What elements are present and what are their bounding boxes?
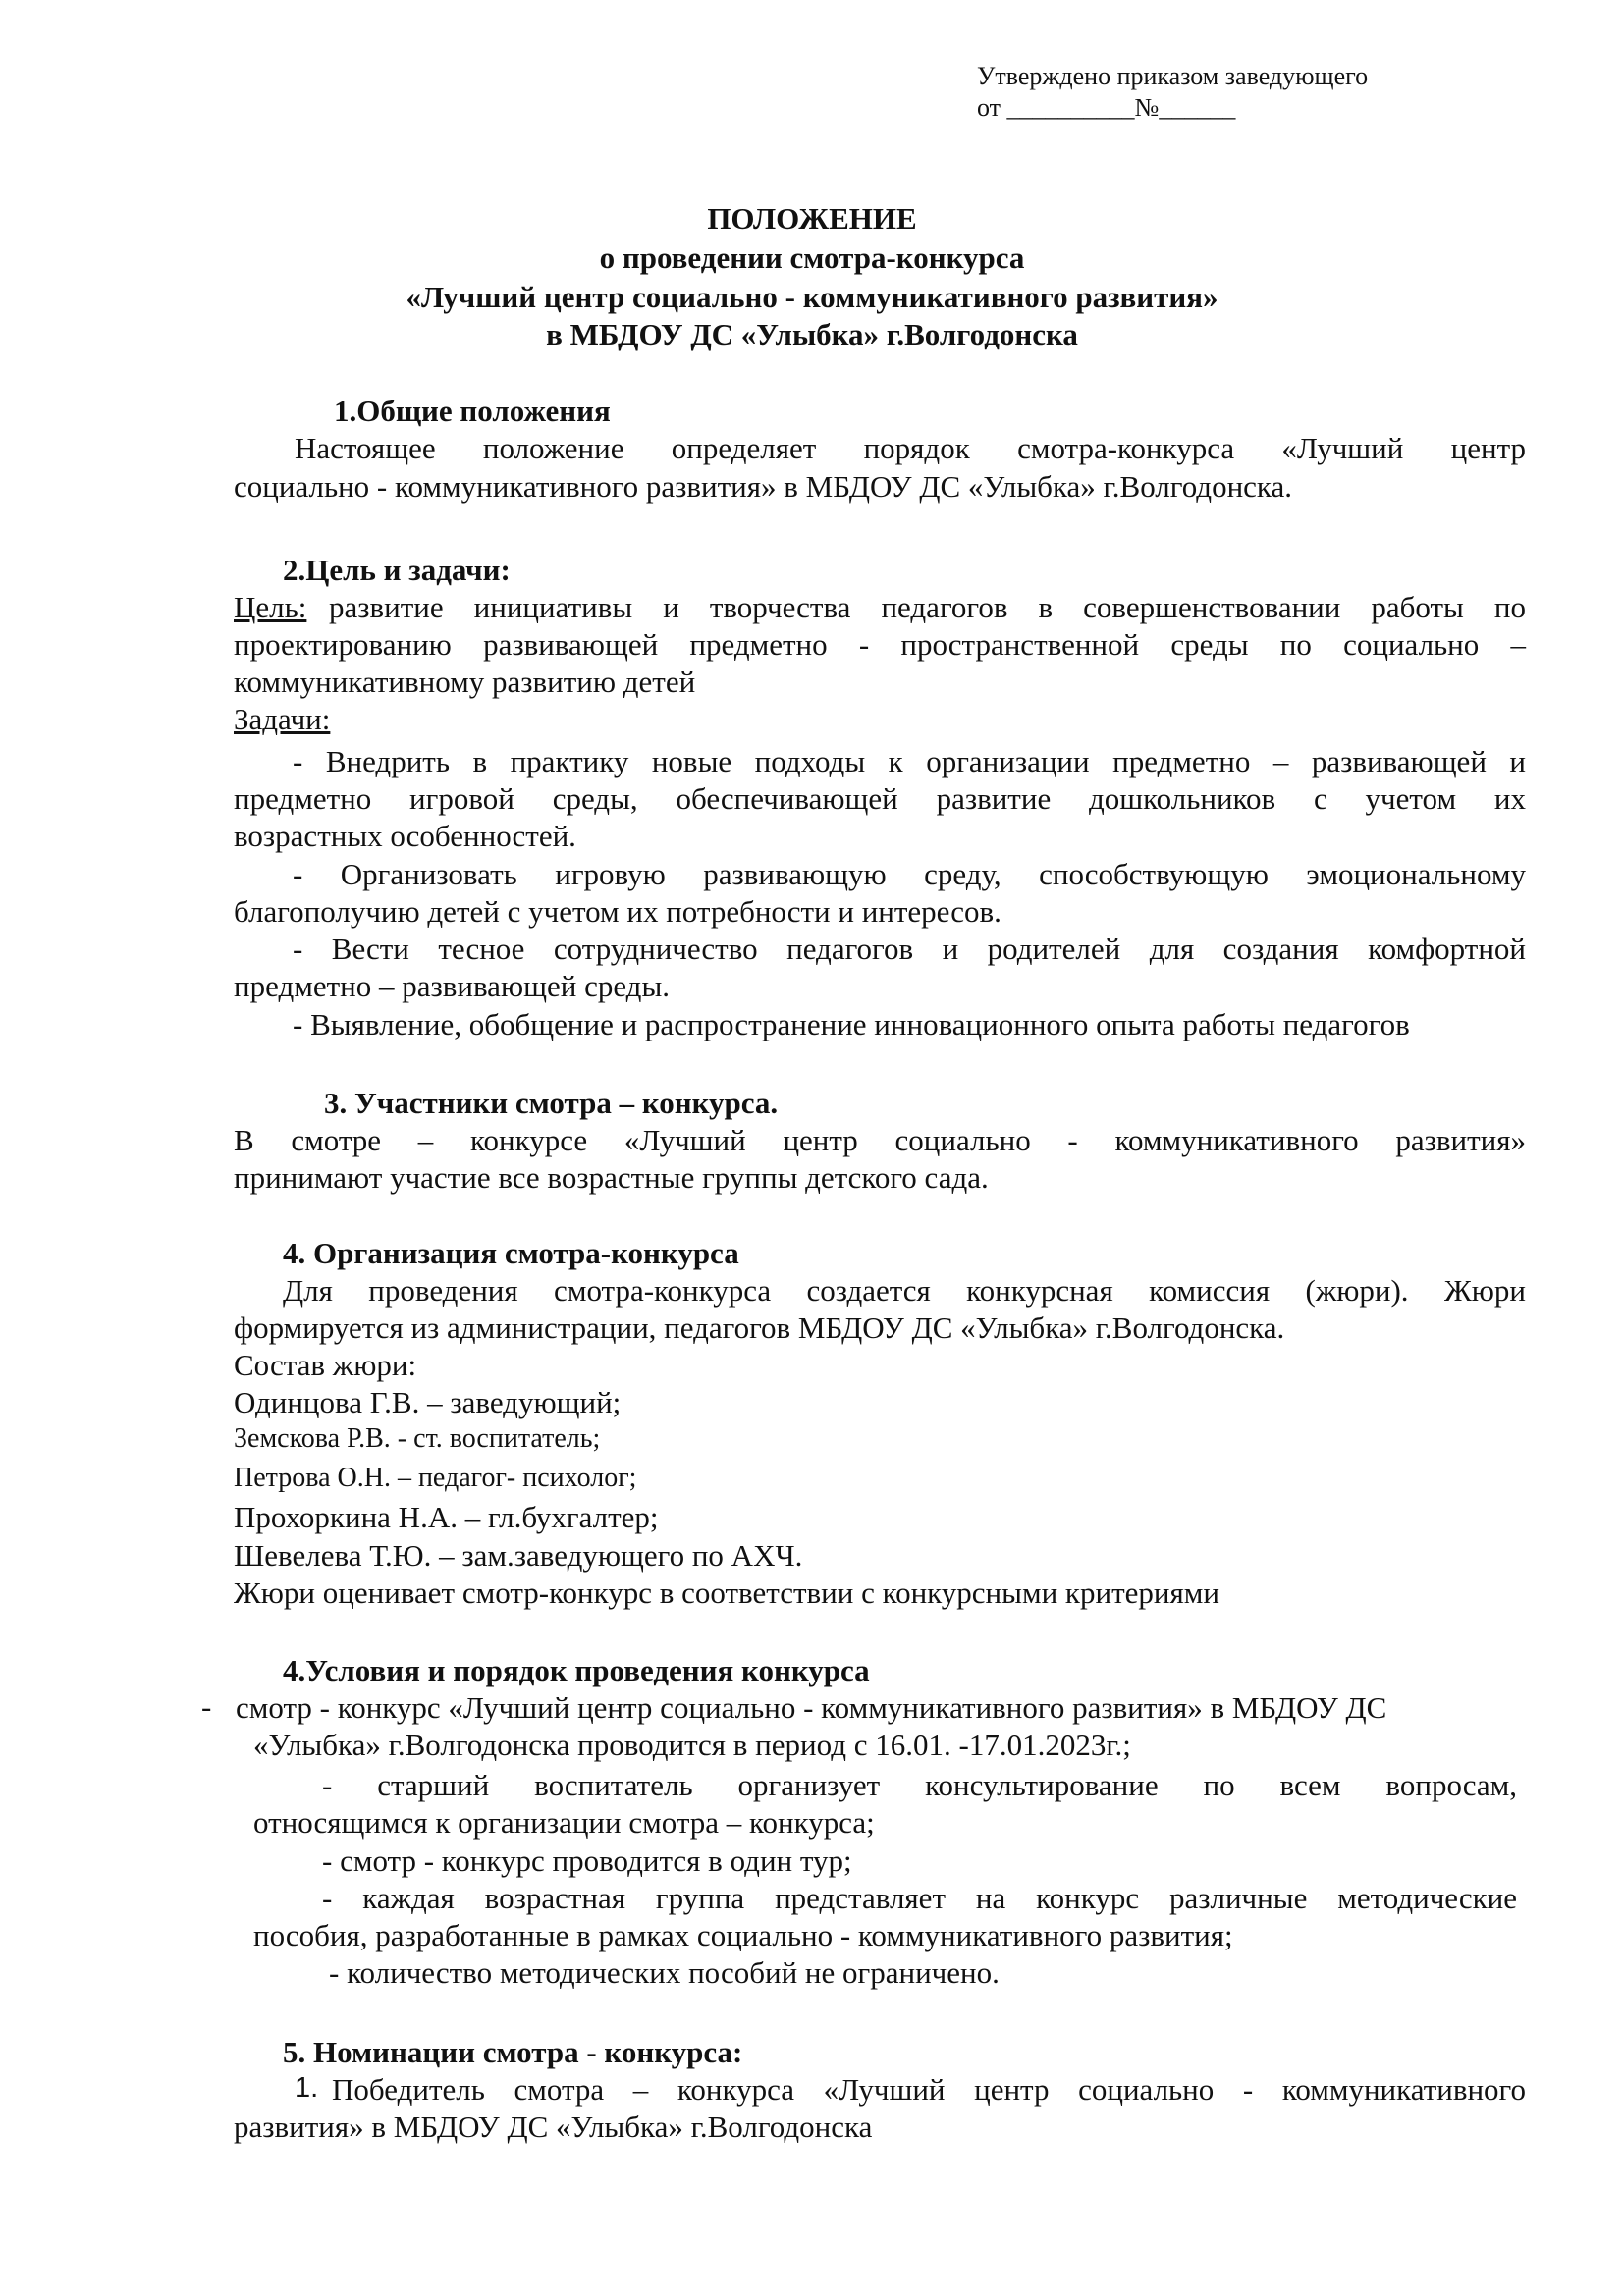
task-1-line-1: - Внедрить в практику новые подходы к организации предметно – развивающей и (293, 744, 1526, 778)
conditions-line-3: - старший воспитатель организует консультирование по всем вопросам, (322, 1768, 1517, 1802)
jury-member: Прохоркина Н.А. – гл.бухгалтер; (234, 1500, 659, 1534)
jury-member: Петрова О.Н. – педагог- психолог; (234, 1463, 637, 1493)
nomination-1-line-1: Победитель смотра – конкурса «Лучший центр социально - коммуникативного (332, 2072, 1526, 2107)
conditions-line-4: относящимся к организации смотра – конкурса; (253, 1805, 875, 1840)
section-3-heading: 3. Участники смотра – конкурса. (324, 1086, 779, 1120)
nomination-1-line-2: развития» в МБДОУ ДС «Улыбка» г.Волгодонска (234, 2109, 873, 2144)
approval-line-2: от __________№______ (977, 93, 1236, 122)
conditions-line-5: - смотр - конкурс проводится в один тур; (322, 1843, 852, 1878)
tasks-label: Задачи: (234, 702, 331, 736)
section-1-line-2: социально - коммуникативного развития» в МБДОУ ДС «Улыбка» г.Волгодонска. (234, 469, 1293, 504)
section-4-line-2: формируется из администрации, педагогов МБДОУ ДС «Улыбка» г.Волгодонска. (234, 1310, 1285, 1345)
goal-line-3: коммуникативному развитию детей (234, 665, 696, 699)
section-4-heading: 4. Организация смотра-конкурса (283, 1236, 739, 1270)
section-2-heading: 2.Цель и задачи: (283, 553, 511, 587)
task-3-line-1: - Вести тесное сотрудничество педагогов и родителей для создания комфортной (293, 932, 1526, 966)
jury-closing: Жюри оценивает смотр-конкурс в соответствии с конкурсными критериями (234, 1575, 1219, 1610)
task-1-line-2: предметно игровой среды, обеспечивающей развитие дошкольников с учетом их (234, 781, 1526, 816)
task-4-line-1: - Выявление, обобщение и распространение инновационного опыта работы педагогов (293, 1007, 1410, 1041)
conditions-bullet: - (201, 1689, 212, 1724)
task-2-line-1: - Организовать игровую развивающую среду, способствующую эмоциональному (293, 857, 1526, 891)
title-line-3: «Лучший центр социально - коммуникативного развития» (406, 280, 1218, 314)
goal-line-1: развитие инициативы и творчества педагогов в совершенствовании работы по (329, 590, 1526, 624)
section-1-line-1: Настоящее положение определяет порядок смотра-конкурса «Лучший центр (295, 431, 1526, 465)
jury-title: Состав жюри: (234, 1348, 417, 1382)
jury-member: Шевелева Т.Ю. – зам.заведующего по АХЧ. (234, 1538, 803, 1573)
jury-member: Одинцова Г.В. – заведующий; (234, 1385, 622, 1419)
conditions-line-6: - каждая возрастная группа представляет на конкурс различные методические (322, 1881, 1517, 1915)
conditions-line-1: смотр - конкурс «Лучший центр социально - коммуникативного развития» в МБДОУ ДС (236, 1690, 1387, 1725)
section-3-line-1: В смотре – конкурсе «Лучший центр социально - коммуникативного развития» (234, 1123, 1526, 1157)
section-1-heading: 1.Общие положения (334, 394, 611, 428)
jury-member: Земскова Р.В. - ст. воспитатель; (234, 1423, 601, 1454)
title-line-2: о проведении смотра-конкурса (599, 240, 1025, 275)
goal-line-2: проектированию развивающей предметно - пространственной среды по социально – (234, 627, 1526, 662)
conditions-line-7: пособия, разработанные в рамках социально - коммуникативного развития; (253, 1918, 1233, 1952)
task-2-line-2: благополучию детей с учетом их потребности и интересов. (234, 894, 1001, 929)
section-5-heading: 5. Номинации смотра - конкурса: (283, 2035, 743, 2069)
goal-label: Цель: (234, 590, 307, 624)
conditions-heading: 4.Условия и порядок проведения конкурса (283, 1653, 870, 1687)
section-3-line-2: принимают участие все возрастные группы детского сада. (234, 1160, 989, 1195)
task-3-line-2: предметно – развивающей среды. (234, 969, 671, 1003)
approval-line-1: Утверждено приказом заведующего (977, 62, 1369, 90)
conditions-line-8: - количество методических пособий не ограничено. (329, 1955, 1000, 1990)
section-4-line-1: Для проведения смотра-конкурса создается конкурсная комиссия (жюри). Жюри (283, 1273, 1526, 1308)
document-title: ПОЛОЖЕНИЕ (707, 201, 917, 236)
task-1-line-3: возрастных особенностей. (234, 819, 576, 853)
title-line-4: в МБДОУ ДС «Улыбка» г.Волгодонска (546, 317, 1078, 351)
conditions-line-2: «Улыбка» г.Волгодонска проводится в период с 16.01. -17.01.2023г.; (253, 1728, 1131, 1762)
nomination-number: 1. (295, 2072, 319, 2104)
